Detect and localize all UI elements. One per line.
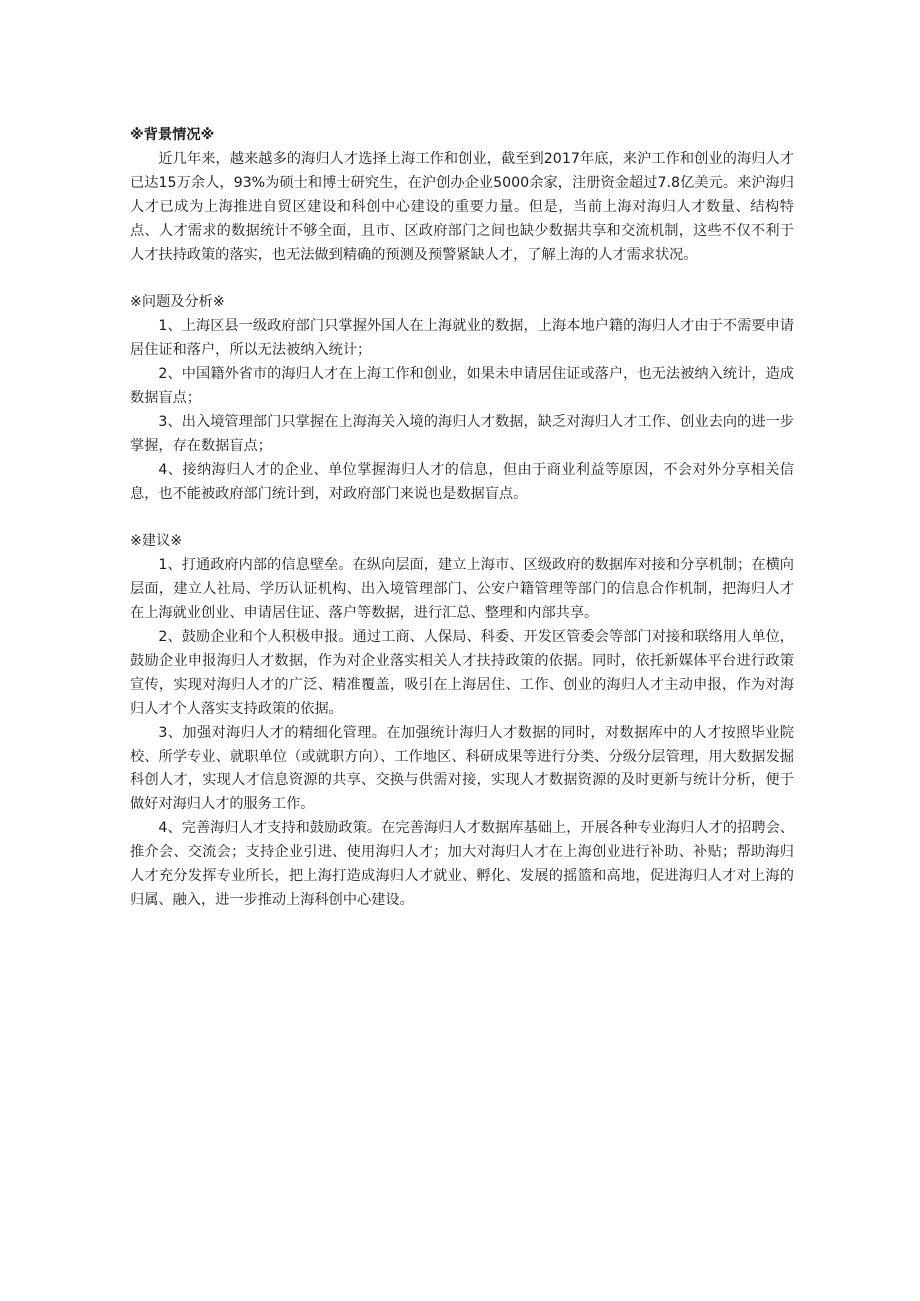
background-paragraph: 近几年来，越来越多的海归人才选择上海工作和创业，截至到2017年底，来沪工作和创业的海归人才已达15万余人，93%为硕士和博士研究生，在沪创办企业5000余家，注册资金超过7.8亿美元。来沪海归人才已成为上海推进自贸区建设和科创中心建设的重要力量。但是，当前上海对海归人才数量、结构特点、人才需求的数据统计不够全面，且市、区政府部门之间也缺少数据共享和交流机制，这些不仅不利于人才扶持政策的落实，也无法做到精确的预测及预警紧缺人才，了解上海的人才需求状况。 [130, 150, 794, 263]
analysis-section [130, 291, 794, 506]
suggestion-item: 1、打通政府内部的信息壁垒。在纵向层面，建立上海市、区级政府的数据库对接和分享机制；在横向层面，建立人社局、学历认证机构、出入境管理部门、公安户籍管理等部门的信息合作机制，把海归人才在上海就业创业、申请居住证、落户等数据，进行汇总、整理和内部共享。 [130, 557, 794, 622]
suggestion-item: 4、完善海归人才支持和鼓励政策。在完善海归人才数据库基础上，开展各种专业海归人才的招聘会、推介会、交流会；支持企业引进、使用海归人才；加大对海归人才在上海创业进行补助、补贴；帮助海归人才充分发挥专业所长，把上海打造成海归人才就业、孵化、发展的摇篮和高地，促进海归人才对上海的归属、融入，进一步推动上海科创中心建设。 [130, 820, 794, 908]
suggestion-item: 2、鼓励企业和个人积极申报。通过工商、人保局、科委、开发区管委会等部门对接和联络用人单位，鼓励企业申报海归人才数据，作为对企业落实相关人才扶持政策的依据。同时，依托新媒体平台进行政策宣传，实现对海归人才的广泛、精准覆盖，吸引在上海居住、工作、创业的海归人才主动申报，作为对海归人才个人落实支持政策的依据。 [130, 629, 794, 717]
suggestion-item: 3、加强对海归人才的精细化管理。在加强统计海归人才数据的同时，对数据库中的人才按照毕业院校、所学专业、就职单位（或就职方向）、工作地区、科研成果等进行分类、分级分层管理，用大数据发掘科创人才，实现人才信息资源的共享、交换与供需对接，实现人才数据资源的及时更新与统计分析，便于做好对海归人才的服务工作。 [130, 724, 794, 813]
analysis-item: 4、接纳海归人才的企业、单位掌握海归人才的信息，但由于商业利益等原因，不会对外分享相关信息，也不能被政府部门统计到，对政府部门来说也是数据盲点。 [130, 461, 794, 502]
document-body [130, 124, 794, 913]
analysis-item: 3、出入境管理部门只掌握在上海海关入境的海归人才数据，缺乏对海归人才工作、创业去向的进一步掌握，存在数据盲点； [130, 413, 794, 454]
analysis-heading: ※问题及分析※ [130, 294, 225, 311]
suggestions-section [130, 530, 794, 913]
suggestions-heading: ※建议※ [130, 533, 183, 550]
analysis-item: 2、中国籍外省市的海归人才在上海工作和创业，如果未申请居住证或落户，也无法被纳入统计，造成数据盲点； [130, 366, 794, 406]
background-section [130, 124, 794, 267]
background-heading: ※背景情况※ [130, 127, 215, 143]
analysis-item: 1、上海区县一级政府部门只掌握外国人在上海就业的数据，上海本地户籍的海归人才由于不需要申请居住证和落户，所以无法被纳入统计； [130, 318, 794, 359]
